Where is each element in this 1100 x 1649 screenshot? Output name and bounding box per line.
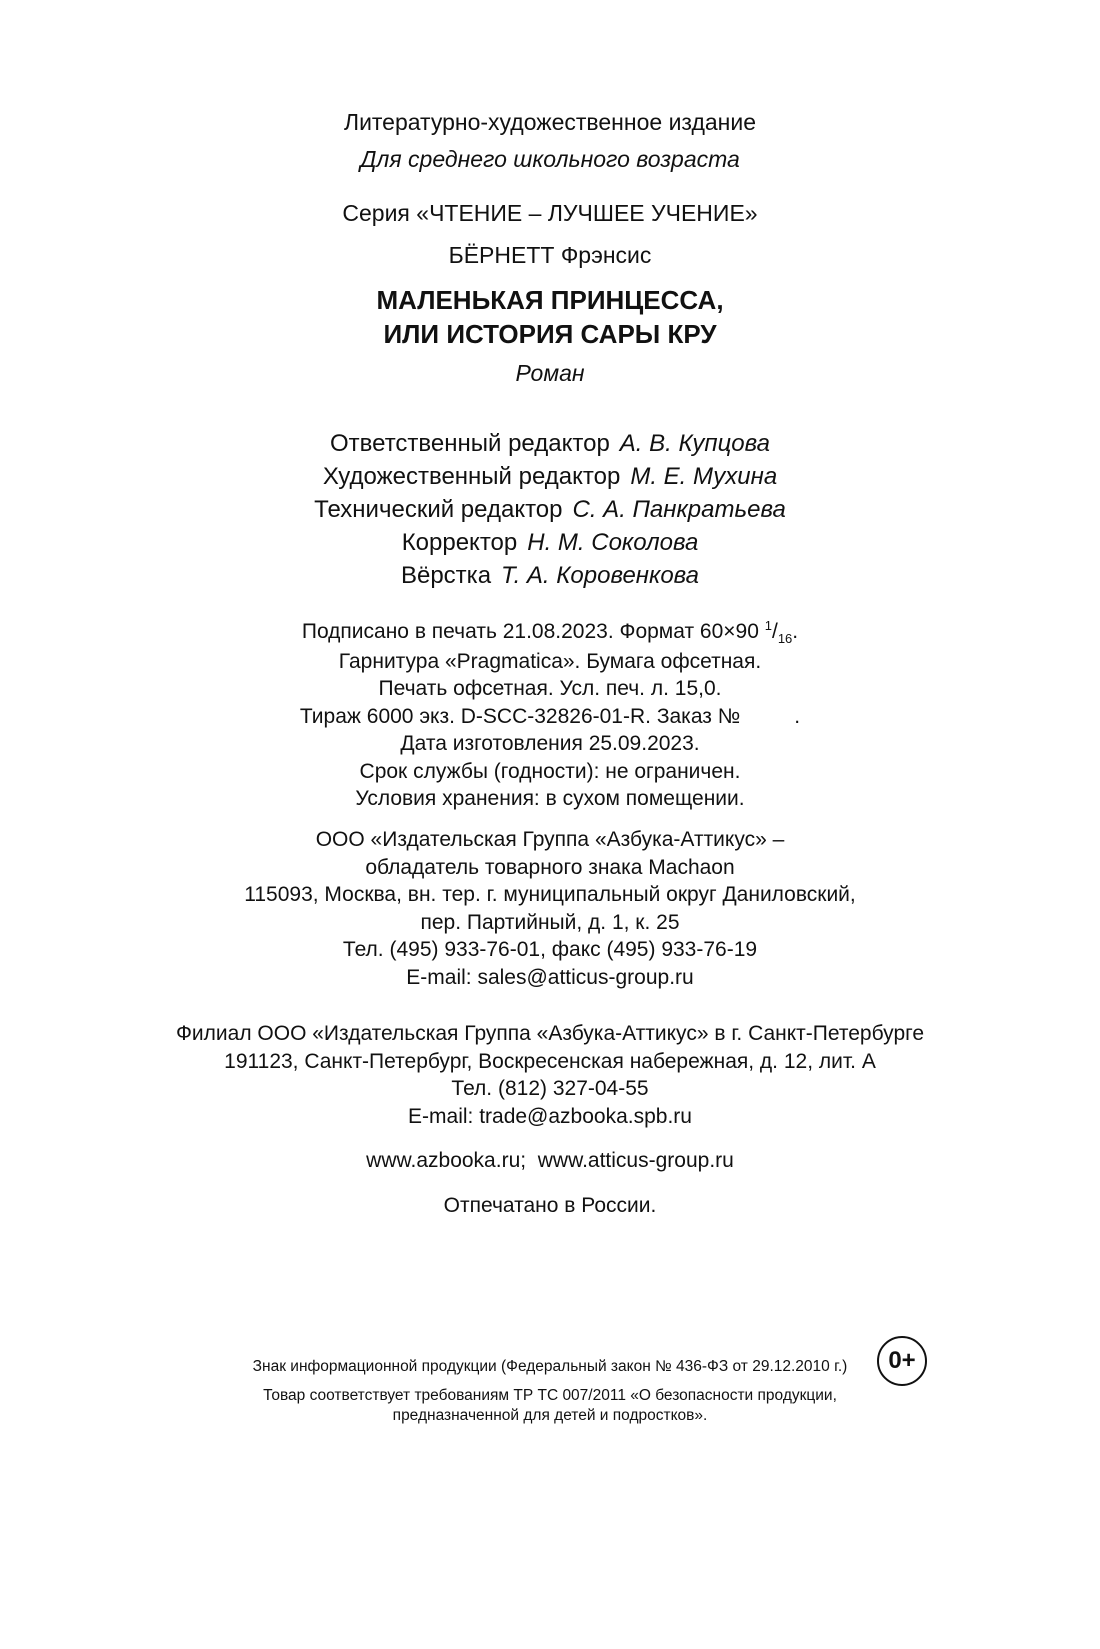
book-title-line-1: МАЛЕНЬКАЯ ПРИНЦЕССА, (376, 285, 724, 315)
printed-in: Отпечатано в России. (443, 1194, 657, 1217)
publisher-block (0, 826, 1100, 991)
imprint-line-shelf-life: Срок службы (годности): не ограничен. (359, 759, 741, 783)
imprint-line-typeface: Гарнитура «Pragmatica». Бумага офсетная. (338, 649, 762, 673)
genre: Роман (515, 360, 585, 386)
age-group: Для среднего школьного возраста (360, 146, 740, 172)
format-denominator: 16 (777, 631, 793, 646)
credit-person: М. Е. Мухина (630, 463, 778, 490)
branch-block (0, 1020, 1100, 1130)
book-title-line-2: ИЛИ ИСТОРИЯ САРЫ КРУ (383, 319, 717, 349)
publisher-email: E-mail: sales@atticus-group.ru (406, 965, 694, 989)
info-sign-row (0, 1358, 1100, 1376)
credit-row (0, 427, 1100, 460)
compliance-block (0, 1386, 1100, 1426)
credit-person: А. В. Купцова (619, 430, 770, 457)
info-sign-text: Знак информационной продукции (Федеральный закон № 436-ФЗ от 29.12.2010 г.) (252, 1358, 848, 1375)
credit-person: С. А. Панкратьева (572, 496, 786, 523)
credit-role: Ответственный редактор (330, 430, 610, 457)
branch-line: Тел. (812) 327-04-55 (451, 1077, 649, 1100)
format-fraction (764, 618, 793, 646)
branch-line: Филиал ООО «Издательская Группа «Азбука-Аттикус» в г. Санкт-Петербурге (175, 1022, 925, 1045)
imprint-format-text: Подписано в печать 21.08.2023. Формат 60×90 (301, 620, 759, 643)
publisher-line: пер. Партийный, д. 1, к. 25 (420, 910, 680, 934)
websites: www.azbooka.ru; www.atticus-group.ru (366, 1149, 734, 1172)
imprint-block (0, 618, 1100, 813)
websites-block (0, 1147, 1100, 1175)
compliance-line: предназначенной для детей и подростков». (392, 1407, 708, 1424)
credit-row (0, 559, 1100, 592)
series: Серия «ЧТЕНИЕ – ЛУЧШЕЕ УЧЕНИЕ» (342, 200, 758, 226)
imprint-line-format (0, 618, 1100, 648)
imprint-print-run-end: . (794, 704, 801, 728)
credit-role: Художественный редактор (322, 463, 621, 490)
credit-row (0, 460, 1100, 493)
publisher-line: Тел. (495) 933-76-01, факс (495) 933-76-19 (342, 938, 758, 961)
imprint-line-manufacture-date: Дата изготовления 25.09.2023. (400, 732, 700, 755)
credit-role: Корректор (401, 529, 518, 556)
format-slash: / (771, 620, 778, 643)
credit-person: Т. А. Коровенкова (501, 562, 700, 589)
imprint-line-print-run (0, 703, 1100, 731)
imprint-line-printing: Печать офсетная. Усл. печ. л. 15,0. (378, 677, 722, 700)
publisher-line: 115093, Москва, вн. тер. г. муниципальный округ Даниловский, (244, 883, 856, 906)
compliance-line: Товар соответствует требованиям ТР ТС 007/2011 «О безопасности продукции, (263, 1387, 837, 1404)
credit-row (0, 493, 1100, 526)
branch-email: E-mail: trade@azbooka.spb.ru (408, 1104, 692, 1128)
credits-block (0, 427, 1100, 592)
credit-role: Вёрстка (400, 562, 492, 589)
credit-row (0, 526, 1100, 559)
publisher-line: ООО «Издательская Группа «Азбука-Аттикус» – (315, 828, 785, 851)
printed-in-block (0, 1192, 1100, 1220)
credit-role: Технический редактор (314, 496, 563, 523)
age-rating-badge (877, 1336, 927, 1386)
author: БЁРНЕТТ Фрэнсис (448, 242, 652, 268)
imprint-print-run-text: Тираж 6000 экз. D-SCC-32826-01-R. Заказ № (299, 704, 741, 728)
age-rating-text: 0+ (888, 1347, 916, 1374)
publisher-line: обладатель товарного знака Machaon (365, 855, 735, 879)
format-numerator: 1 (764, 618, 772, 633)
branch-line: 191123, Санкт-Петербург, Воскресенская набережная, д. 12, лит. А (224, 1049, 876, 1073)
imprint-line-storage: Условия хранения: в сухом помещении. (355, 787, 745, 810)
header-block (0, 108, 1100, 387)
credit-person: Н. М. Соколова (527, 529, 699, 556)
edition-type: Литературно-художественное издание (343, 109, 757, 135)
imprint-format-end: . (792, 620, 799, 643)
